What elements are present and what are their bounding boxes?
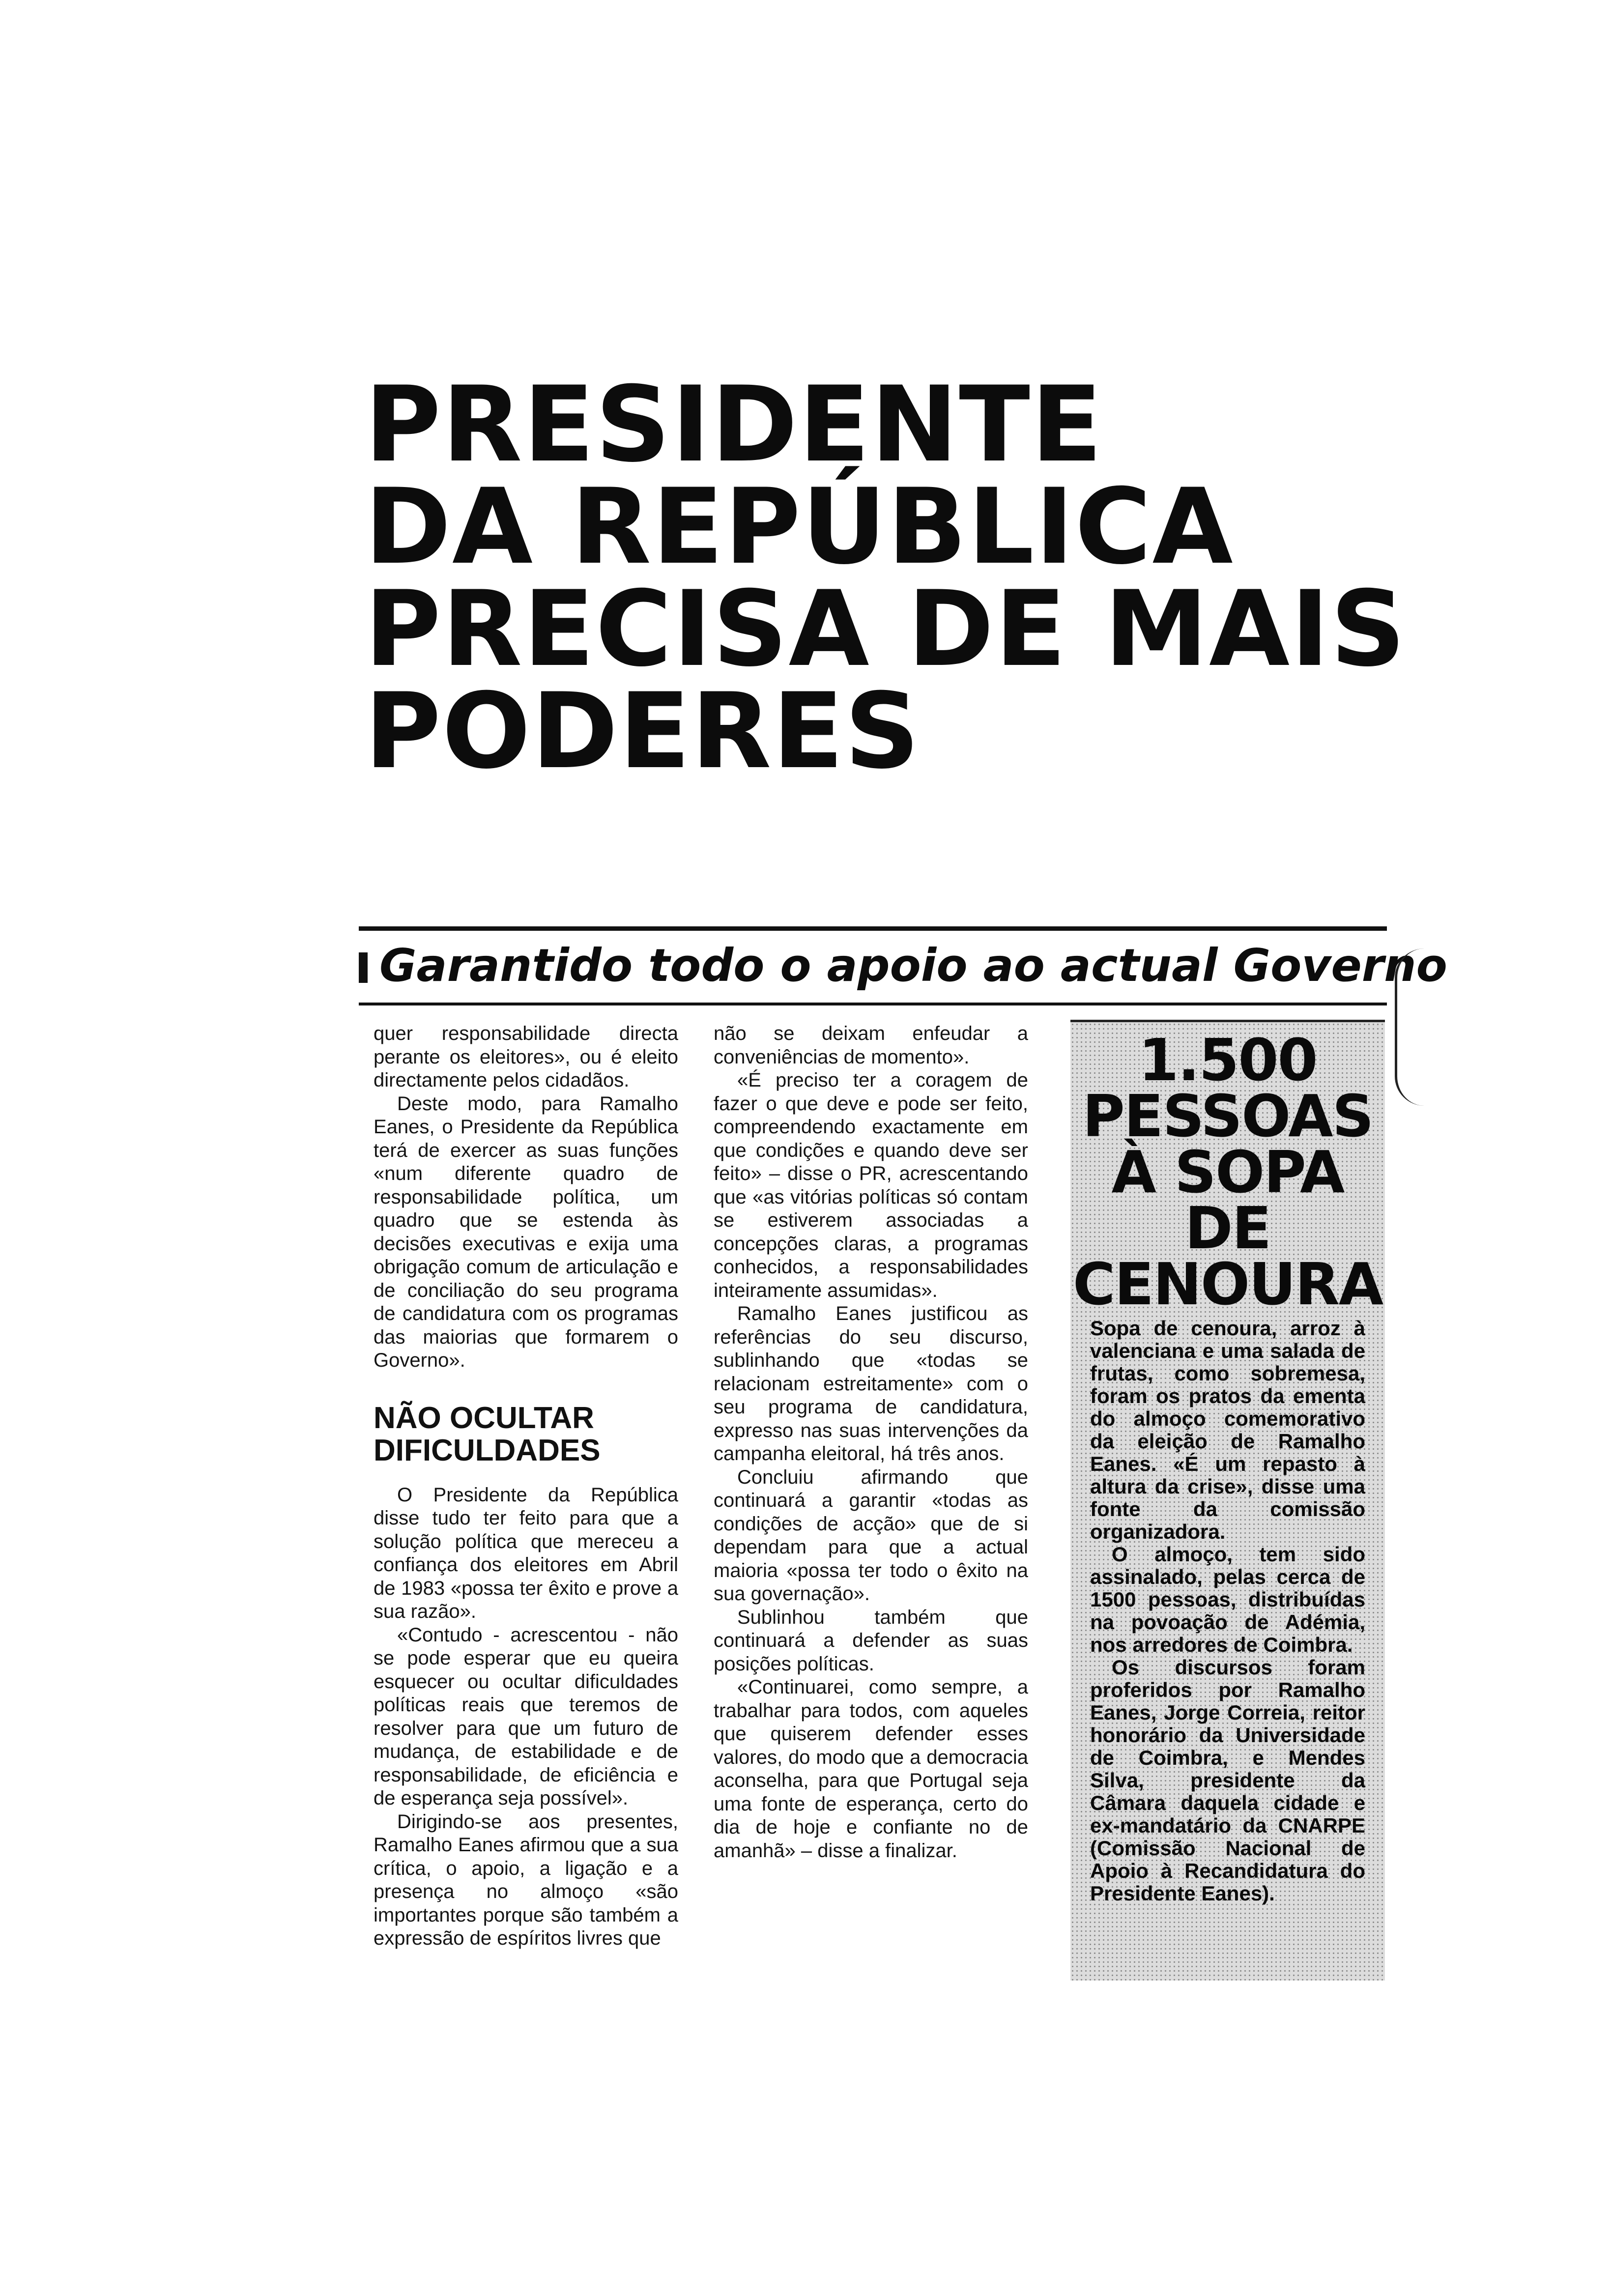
bracket-mark — [1395, 948, 1427, 1106]
sidebar-title-line: DE — [1184, 1194, 1271, 1262]
bullet-icon — [359, 952, 368, 983]
headline-rule — [359, 926, 1387, 931]
paragraph: Ramalho Eanes justificou as referências do seu discurso, sublinhando que «todas se relacionam estreitamente» com o seu programa de candidatura, expresso nas suas intervenções da campanha eleitoral, há três anos. — [714, 1303, 1028, 1464]
sidebar-title-line: CENOURA — [1072, 1250, 1383, 1318]
sidebar-box — [1070, 1020, 1385, 1980]
paragraph: «Continuarei, como sempre, a trabalhar para todos, com aqueles que quiserem defender esses valores, do modo que a democracia aconselha, para que Portugal seja uma fonte de esperança, certo do dia de hoje e confiante no de amanhã» – disse a finalizar. — [714, 1676, 1028, 1862]
article-column-1 — [374, 1022, 678, 1951]
paragraph: Deste modo, para Ramalho Eanes, o Presidente da República terá de exercer as suas funções «num diferente quadro de responsabilidade política, um quadro que se estenda às decisões executivas e exija uma obrigação comum de articulação e de conciliação do seu programa de candidatura com os programas das maiorias que formarem o Governo». — [374, 1092, 678, 1371]
sidebar-title-line: À SOPA — [1111, 1138, 1344, 1206]
article-column-2 — [714, 1022, 1028, 1863]
subheadline-text: Garantido todo o apoio ao actual Governo — [379, 939, 1447, 992]
sidebar-paragraph: Os discursos foram proferidos por Ramalho Eanes, Jorge Correia, reitor honorário da Universidade de Coimbra, e Mendes Silva, presidente da Câmara daquela cidade e ex-mandatário da CNARPE (Comissão Nacional de Apoio à Recandidatura do Presidente Eanes). — [1090, 1656, 1365, 1905]
paragraph: Dirigindo-se aos presentes, Ramalho Eanes afirmou que a sua crítica, o apoio, a ligação e a presença no almoço «são importantes porque são também a expressão de espíritos livres que — [374, 1810, 678, 1949]
sidebar-paragraph: Sopa de cenoura, arroz à valenciana e uma salada de frutas, como sobremesa, foram os pratos da ementa do almoço comemorativo da eleição de Ramalho Eanes. «É um repasto à altura da crise», disse uma fonte da comissão organizadora. — [1090, 1317, 1365, 1543]
sidebar-paragraph: O almoço, tem sido assinalado, pelas cerca de 1500 pessoas, distribuídas na povoação de Adémia, nos arredores de Coimbra. — [1090, 1543, 1365, 1656]
sidebar-title-line: PESSOAS — [1082, 1082, 1373, 1150]
headline — [365, 364, 1407, 792]
paragraph: não se deixam enfeudar a conveniências de momento». — [714, 1023, 1028, 1068]
paragraph: Concluiu afirmando que continuará a garantir «todas as condições de acção» que de si dependam para que a actual maioria «possa ter todo o êxito na sua governação». — [714, 1466, 1028, 1605]
sidebar-title — [1070, 1026, 1385, 1318]
sidebar-text — [1090, 1317, 1365, 1905]
sidebar-title-line: 1.500 — [1138, 1026, 1317, 1094]
crosshead: NÃO OCULTAR DIFICULDADES — [374, 1401, 601, 1467]
headline-line-3: PRECISA DE MAIS — [365, 568, 1407, 689]
paragraph: «Contudo - acrescentou - não se pode esperar que eu queira esquecer ou ocultar dificuldades políticas reais que teremos de resolver para que um futuro de mudança, de estabilidade e de responsabilidade, de eficiência e de esperança seja possível». — [374, 1624, 678, 1809]
paragraph: quer responsabilidade directa perante os eleitores», ou é eleito directamente pelos cidadãos. — [374, 1023, 678, 1091]
paragraph: «É preciso ter a coragem de fazer o que deve e pode ser feito, compreendendo exactamente em que condições e quando deve ser feito» – disse o PR, acrescentando que «as vitórias políticas só contam se estiverem associadas a concepções claras, a programas conhecidos, a responsabilidades inteiramente assumidas». — [714, 1069, 1028, 1301]
subheadline-rule — [359, 1003, 1387, 1005]
paragraph: Sublinhou também que continuará a defender as suas posições políticas. — [714, 1606, 1028, 1675]
headline-line-4: PODERES — [365, 670, 921, 792]
headline-line-1: PRESIDENTE — [365, 364, 1103, 485]
subheadline — [359, 939, 1447, 993]
headline-line-2: DA REPÚBLICA — [365, 466, 1234, 587]
paragraph: O Presidente da República disse tudo ter feito para que a solução política que mereceu a confiança dos eleitores em Abril de 1983 «possa ter êxito e prove a sua razão». — [374, 1484, 678, 1622]
